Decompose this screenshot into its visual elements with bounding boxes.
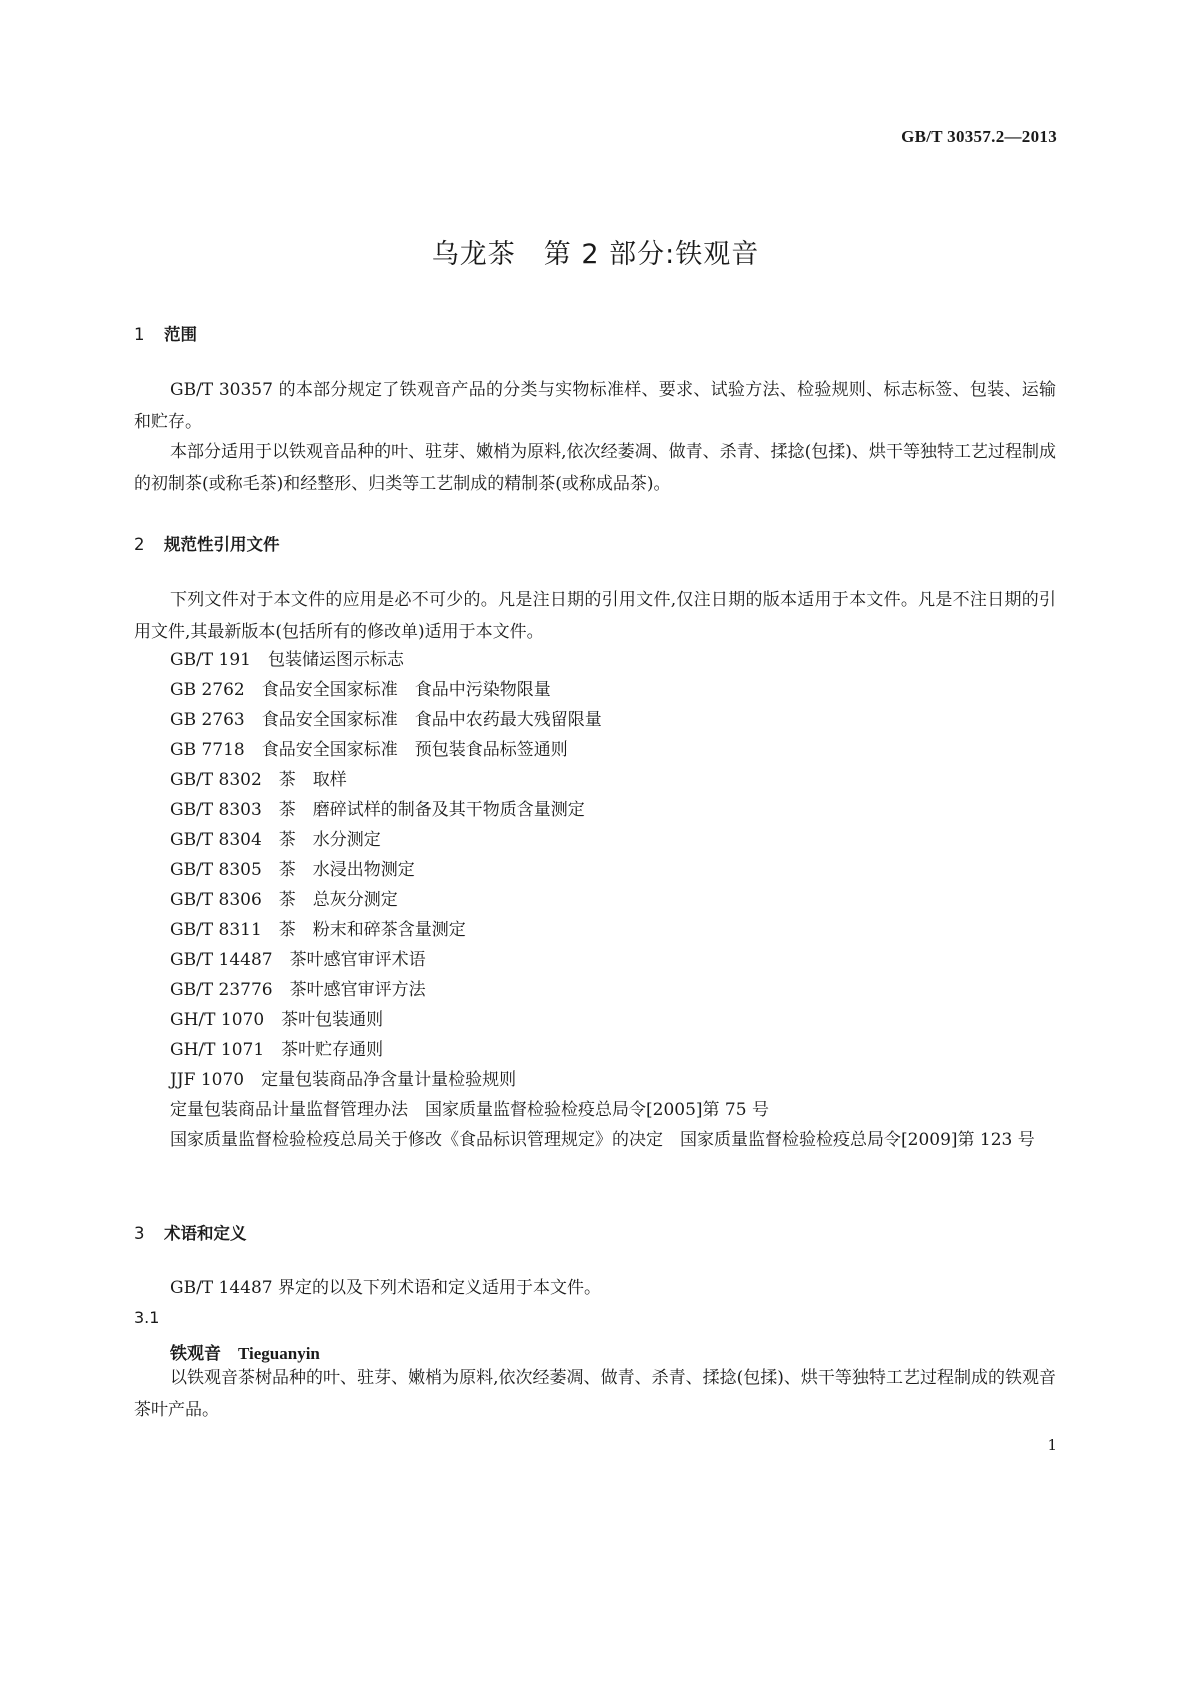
reference-item: GB/T 8303 茶 磨碎试样的制备及其干物质含量测定 bbox=[170, 800, 585, 820]
reference-item: GH/T 1071 茶叶贮存通则 bbox=[170, 1040, 384, 1060]
reference-item: GB/T 14487 茶叶感官审评术语 bbox=[170, 950, 426, 970]
reference-item: GB/T 8306 茶 总灰分测定 bbox=[170, 890, 398, 910]
page-number: 1 bbox=[1047, 1436, 1057, 1454]
section-2-intro: 下列文件对于本文件的应用是必不可少的。凡是注日期的引用文件,仅注日期的版本适用于本文件。凡是不注日期的引用文件,其最新版本(包括所有的修改单)适用于本文件。 bbox=[134, 590, 1056, 642]
reference-item: JJF 1070 定量包装商品净含量计量检验规则 bbox=[170, 1070, 517, 1090]
section-1-paragraph: GB/T 30357 的本部分规定了铁观音产品的分类与实物标准样、要求、试验方法、检验规则、标志标签、包装、运输和贮存。 bbox=[134, 380, 1056, 432]
section-number: 2 bbox=[134, 535, 145, 554]
section-1-heading bbox=[134, 321, 197, 345]
section-number: 1 bbox=[134, 325, 145, 344]
term-heading bbox=[170, 1339, 320, 1364]
reference-item: GH/T 1070 茶叶包装通则 bbox=[170, 1010, 384, 1030]
term-number: 3.1 bbox=[134, 1308, 160, 1327]
reference-item: GB/T 8305 茶 水浸出物测定 bbox=[170, 860, 415, 880]
section-1-paragraph: 本部分适用于以铁观音品种的叶、驻芽、嫩梢为原料,依次经萎凋、做青、杀青、揉捻(包揉)、烘干等独特工艺过程制成的初制茶(或称毛茶)和经整形、归类等工艺制成的精制茶(或称成品茶)。 bbox=[134, 442, 1056, 494]
section-3-heading bbox=[134, 1220, 247, 1244]
term-english: Tieguanyin bbox=[238, 1344, 320, 1363]
reference-item: GB 7718 食品安全国家标准 预包装食品标签通则 bbox=[170, 740, 568, 760]
reference-item: GB/T 8311 茶 粉末和碎茶含量测定 bbox=[170, 920, 466, 940]
reference-item: GB 2762 食品安全国家标准 食品中污染物限量 bbox=[170, 680, 551, 700]
term-chinese: 铁观音 bbox=[170, 1344, 221, 1364]
section-title: 规范性引用文件 bbox=[164, 535, 280, 554]
reference-item: 定量包装商品计量监督管理办法 国家质量监督检验检疫总局令[2005]第 75 号 bbox=[170, 1100, 769, 1120]
reference-item: GB/T 23776 茶叶感官审评方法 bbox=[170, 980, 426, 1000]
reference-item-wrapped: 国家质量监督检验检疫总局关于修改《食品标识管理规定》的决定 国家质量监督检验检疫总局令[2009]第 123 号 bbox=[170, 1130, 1035, 1150]
standard-code: GB/T 30357.2—2013 bbox=[901, 127, 1057, 146]
reference-item: GB 2763 食品安全国家标准 食品中农药最大残留限量 bbox=[170, 710, 602, 730]
section-2-heading bbox=[134, 531, 280, 555]
section-number: 3 bbox=[134, 1224, 145, 1243]
section-title: 范围 bbox=[164, 325, 197, 344]
section-3-intro: GB/T 14487 界定的以及下列术语和定义适用于本文件。 bbox=[170, 1278, 602, 1298]
term-definition: 以铁观音茶树品种的叶、驻芽、嫩梢为原料,依次经萎凋、做青、杀青、揉捻(包揉)、烘干等独特工艺过程制成的铁观音茶叶产品。 bbox=[134, 1368, 1056, 1420]
reference-item: GB/T 191 包装储运图示标志 bbox=[170, 650, 404, 670]
section-title: 术语和定义 bbox=[164, 1224, 247, 1243]
reference-item: GB/T 8304 茶 水分测定 bbox=[170, 830, 381, 850]
document-title: 乌龙茶 第 2 部分:铁观音 bbox=[431, 239, 760, 270]
reference-item: GB/T 8302 茶 取样 bbox=[170, 770, 347, 790]
